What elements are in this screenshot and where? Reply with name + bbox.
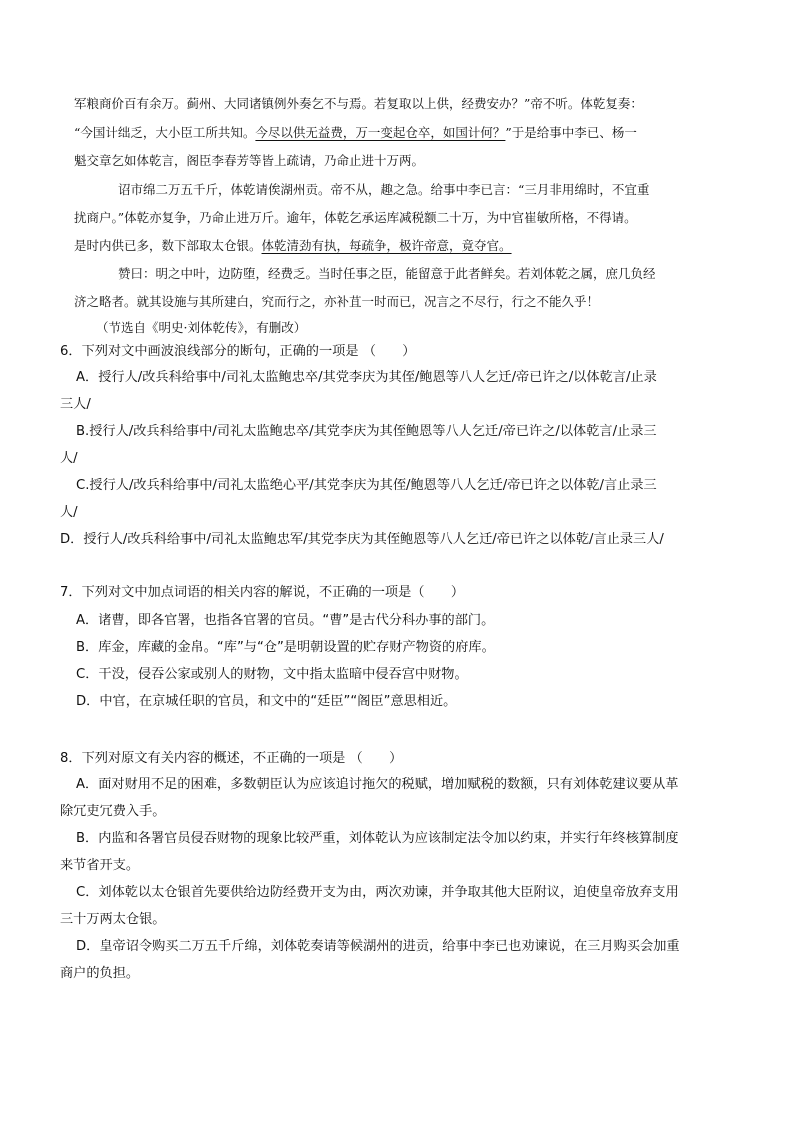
passage-line bbox=[74, 125, 738, 141]
question-7-option-b: B．库金，库藏的金帛。“库”与“仓”是明朝设置的贮存财产物资的府库。 bbox=[76, 640, 495, 655]
question-6-option-b-cont: 人/ bbox=[60, 451, 78, 466]
underlined-sentence: 体乾清劲有执，每疏争，极许帝意，竟夺官。 bbox=[261, 238, 512, 253]
passage-line: 军粮商价百有余万。蓟州、大同诸镇例外奏乞不与焉。若复取以上供，经费安办？”帝不听。体乾复奏： bbox=[74, 96, 643, 111]
wavy-underlined-sentence: 今尽以供无益费，万一变起仓卒，如国计何？ bbox=[255, 125, 506, 140]
question-8-option-d: D．皇帝诏令购买二万五千斤绵，刘体乾奏请等候湖州的进贡，给事中李已也劝谏说，在三月购买会加重 bbox=[76, 939, 680, 954]
passage-text: ”于是给事中李已、杨一 bbox=[505, 125, 637, 140]
passage-line: 魁交章乞如体乾言，阁臣李春芳等皆上疏请，乃命止进十万两。 bbox=[74, 153, 425, 168]
passage-line: 扰商户。”体乾亦复争，乃命止进万斤。逾年，体乾乞承运库减税额二十万，为中官崔敏所格，不得请。 bbox=[74, 210, 637, 225]
question-6-option-c-cont: 人/ bbox=[60, 505, 78, 520]
question-8-option-a-cont: 除冗吏冗费入手。 bbox=[60, 804, 166, 819]
question-8-option-c-cont: 三十万两太仓银。 bbox=[60, 912, 166, 927]
passage-text: “今国计绌乏，大小臣工所共知。 bbox=[74, 125, 256, 140]
passage-text: 是时内供已多，数下部取太仓银。 bbox=[74, 238, 262, 253]
question-7-option-c: C．干没，侵吞公家或别人的财物，文中指太监暗中侵吞宫中财物。 bbox=[76, 667, 468, 682]
question-7-option-d: D．中官，在京城任职的官员，和文中的“廷臣”“阁臣”意思相近。 bbox=[76, 694, 457, 709]
passage-line: 济之略者。就其设施与其所建白，究而行之，亦补苴一时而已，况言之不尽行，行之不能久乎！ bbox=[74, 294, 600, 309]
question-7-option-a: A．诸曹，即各官署，也指各官署的官员。“曹”是古代分科办事的部门。 bbox=[76, 613, 495, 628]
question-6-option-b: B.授行人/改兵科给事中/司礼太监鲍忠卒/其党李庆为其侄鲍恩等八人乞迁/帝已许之/以体乾言/止录三 bbox=[76, 424, 657, 439]
source-note: （节选自《明史·刘体乾传》，有删改） bbox=[96, 320, 307, 335]
question-6-option-d: D．授行人/改兵科给事中/司礼太监鲍忠军/其党李庆为其侄鲍恩等八人乞迁/帝已许之以体乾/言止录三人/ bbox=[60, 532, 664, 547]
question-6-option-c: C.授行人/改兵科给事中/司礼太监绝心平/其党李庆为其侄/鲍恩等八人乞迁/帝已许之以体乾/言止录三 bbox=[76, 478, 657, 493]
passage-line bbox=[74, 238, 738, 254]
question-6-option-a-cont: 三人/ bbox=[60, 397, 91, 412]
question-8-stem: 8．下列对原文有关内容的概述，不正确的一项是 （ ） bbox=[60, 751, 403, 766]
question-8-option-c: C．刘体乾以太仓银首先要供给边防经费开支为由，两次劝谏，并争取其他大臣附议，迫使皇帝放弃支用 bbox=[76, 885, 679, 900]
question-8-option-a: A．面对财用不足的困难，多数朝臣认为应该追讨拖欠的税赋，增加赋税的数额，只有刘体乾建议要从革 bbox=[76, 777, 679, 792]
question-8-option-b: B．内监和各署官员侵吞财物的现象比较严重，刘体乾认为应该制定法令加以约束，并实行年终核算制度 bbox=[76, 831, 679, 846]
question-8-option-b-cont: 来节省开支。 bbox=[60, 858, 140, 873]
question-6-stem: 6．下列对文中画波浪线部分的断句，正确的一项是 （ ） bbox=[60, 344, 416, 359]
question-7-stem: 7．下列对文中加点词语的相关内容的解说，不正确的一项是（ ） bbox=[60, 585, 465, 600]
passage-paragraph-start: 诏市绵二万五千斤，体乾请俟湖州贡。帝不从，趣之急。给事中李已言：“三月非用绵时，不宜重 bbox=[118, 182, 650, 197]
question-8-option-d-cont: 商户的负担。 bbox=[60, 966, 140, 981]
passage-paragraph-start: 赞曰：明之中叶，边防堕，经费乏。当时任事之臣，能留意于此者鲜矣。若刘体乾之属，庶几负经 bbox=[118, 266, 656, 281]
question-6-option-a: A．授行人/改兵科给事中/司礼太监鲍忠卒/其党李庆为其侄/鲍恩等八人乞迁/帝已许之/以体乾言/止录 bbox=[76, 370, 657, 385]
